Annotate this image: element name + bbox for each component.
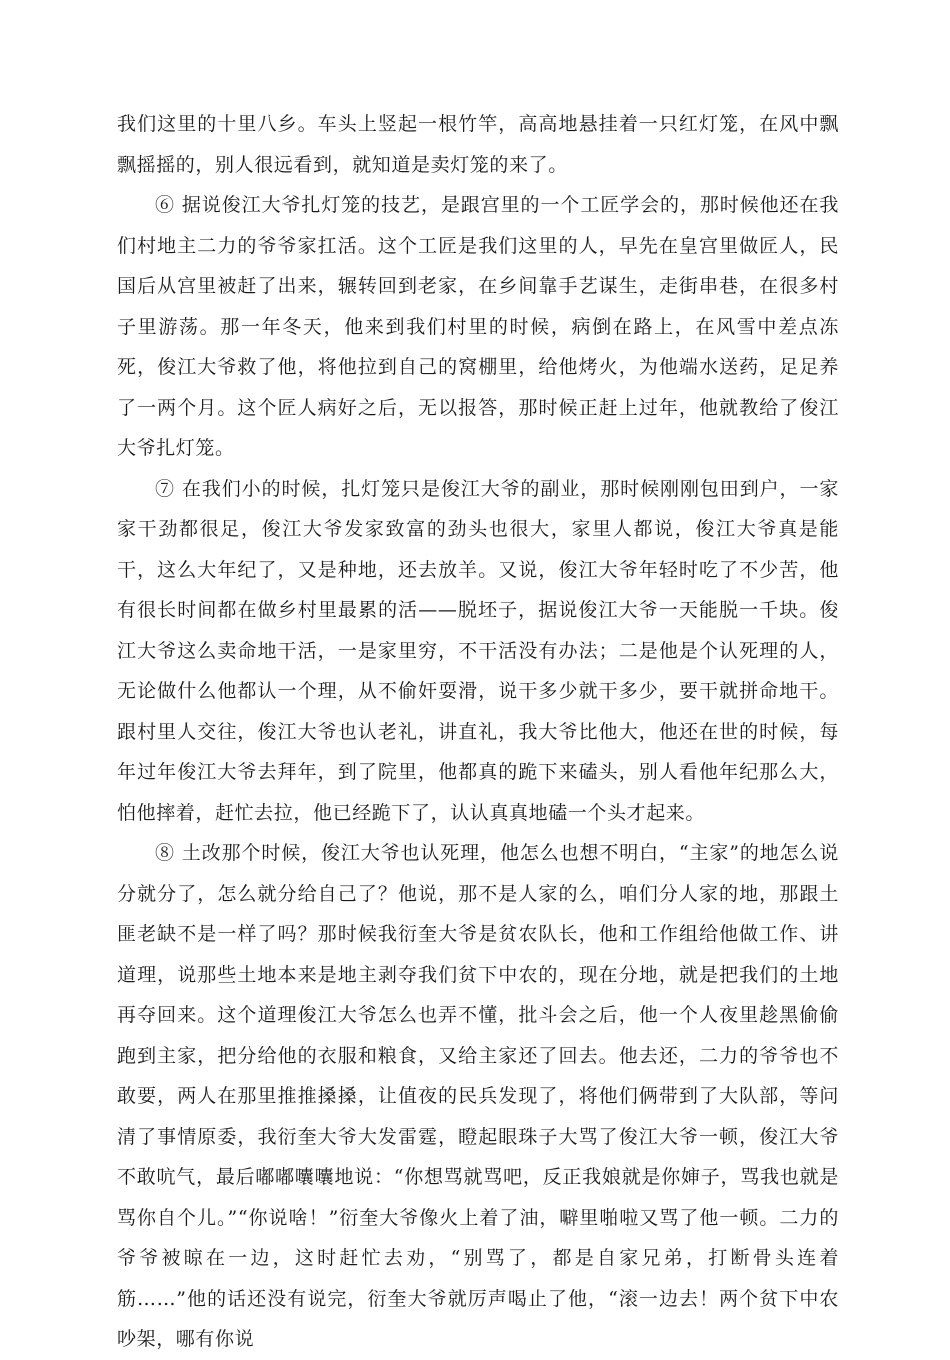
paragraph-7: ⑦ 在我们小的时候，扎灯笼只是俊江大爷的副业，那时候刚刚包田到户，一家家干劲都很足，俊江大爷发家致富的劲头也很大，家里人都说，俊江大爷真是能干，这么大年纪了，又是种地，还去放羊。又说，俊江大爷年轻时吃了不少苦，他有很长时间都在做乡村里最累的活——脱坯子，据说俊江大爷一天能脱一千块。俊江大爷这么卖命地干活，一是家里穷，不干活没有办法；二是他是个认死理的人，无论做什么他都认一个理，从不偷奸耍滑，说干多少就干多少，要干就拼命地干。跟村里人交往，俊江大爷也认老礼，讲直礼，我大爷比他大，他还在世的时候，每年过年俊江大爷去拜年，到了院里，他都真的跪下来磕头，别人看他年纪那么大，怕他摔着，赶忙去拉，他已经跪下了，认认真真地磕一个头才起来。	[117, 477, 839, 824]
paragraph-5-continued: 我们这里的十里八乡。车头上竖起一根竹竿，高高地悬挂着一只红灯笼，在风中飘飘摇摇的，别人很远看到，就知道是卖灯笼的来了。	[117, 113, 839, 176]
paragraph-6: ⑥ 据说俊江大爷扎灯笼的技艺，是跟宫里的一个工匠学会的，那时候他还在我们村地主二力的爷爷家扛活。这个工匠是我们这里的人，早先在皇宫里做匠人，民国后从宫里被赶了出来，辗转回到老家，在乡间靠手艺谋生，走街串巷，在很多村子里游荡。那一年冬天，他来到我们村里的时候，病倒在路上，在风雪中差点冻死，俊江大爷救了他，将他拉到自己的窝棚里，给他烤火，为他端水送药，足足养了一两个月。这个匠人病好之后，无以报答，那时候正赶上过年，他就教给了俊江大爷扎灯笼。	[117, 194, 839, 459]
document-page	[117, 104, 839, 1360]
paragraph-8: ⑧ 土改那个时候，俊江大爷也认死理，他怎么也想不明白，“主家”的地怎么说分就分了，怎么就分给自己了？他说，那不是人家的么，咱们分人家的地，那跟土匪老缺不是一样了吗？那时候我衍奎大爷是贫农队长，他和工作组给他做工作、讲道理，说那些土地本来是地主剥夺我们贫下中农的，现在分地，就是把我们的土地再夺回来。这个道理俊江大爷怎么也弄不懂，批斗会之后，他一个人夜里趁黑偷偷跑到主家，把分给他的衣服和粮食，又给主家还了回去。他去还，二力的爷爷也不敢要，两人在那里推推搡搡，让值夜的民兵发现了，将他们俩带到了大队部，等问清了事情原委，我衍奎大爷大发雷霆，瞪起眼珠子大骂了俊江大爷一顿，俊江大爷不敢吭气，最后嘟嘟囔囔地说：“你想骂就骂吧，反正我娘就是你婶子，骂我也就是骂你自个儿。”“你说啥！”衍奎大爷像火上着了油，噼里啪啦又骂了他一顿。二力的爷爷被晾在一边，这时赶忙去劝，“别骂了，都是自家兄弟，打断骨头连着筋……”他的话还没有说完，衍奎大爷就厉声喝止了他，“滚一边去！两个贫下中农吵架，哪有你说	[117, 842, 839, 1350]
